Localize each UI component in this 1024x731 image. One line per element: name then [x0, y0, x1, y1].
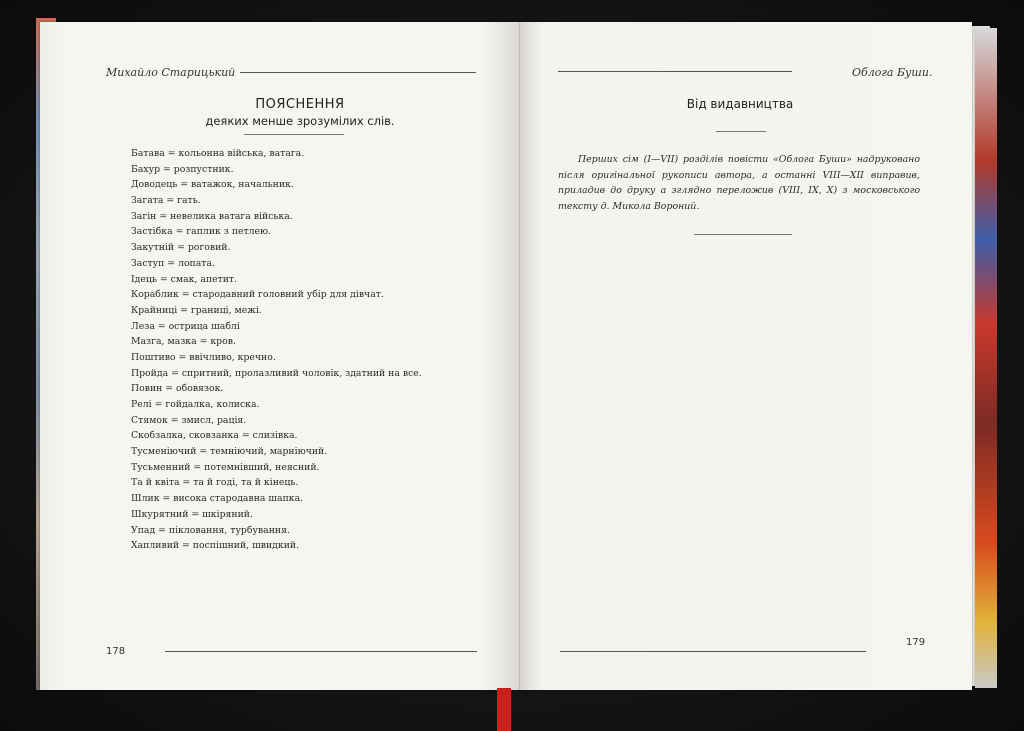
glossary-entry: Скобзалка, сковзанка = слизівка. — [131, 430, 298, 442]
publisher-title-divider — [716, 131, 766, 132]
glossary-entry: Закутній = роговий. — [131, 242, 231, 254]
glossary-entry: Загата = гать. — [131, 195, 201, 207]
glossary-entry: Тусменіючий = темніючий, марніючий. — [131, 446, 328, 458]
glossary-entry: Повин = обовязок. — [131, 383, 224, 395]
right-page-number: 179 — [906, 637, 926, 648]
left-page-number: 178 — [106, 646, 126, 657]
glossary-entry: Ідець = смак, апетит. — [131, 273, 238, 285]
right-header-rule — [558, 71, 792, 72]
glossary-entry: Хапливий = поспішний, швидкий. — [131, 540, 300, 552]
left-running-head: Михайло Старицький — [106, 66, 236, 79]
glossary-title: ПОЯСНЕННЯ — [255, 97, 345, 112]
right-page — [520, 22, 972, 690]
right-running-head: Облога Буши. — [852, 66, 933, 79]
glossary-entry: Доводець = ватажок, начальник. — [131, 179, 294, 191]
glossary-entry: Релі = гойдалка, колиска. — [131, 399, 260, 410]
publisher-note-end-rule — [694, 234, 792, 235]
publisher-note-title: Від видавництва — [686, 97, 794, 111]
glossary-entry: Тусьменний = потемнівший, неясний. — [131, 461, 320, 473]
glossary-entry: Загін = невелика ватага війська. — [131, 210, 293, 222]
left-header-rule — [240, 72, 476, 73]
glossary-entry: Шкурятний = шкіряний. — [131, 508, 253, 520]
ribbon-bookmark — [497, 688, 511, 731]
glossary-entry: Заступ = лопата. — [131, 257, 215, 269]
glossary-entry: Застібка = гаплик з петлею. — [131, 226, 272, 238]
glossary-entry: Леза = острица шаблі — [131, 320, 240, 332]
glossary-entry: Пройда = спритний, пролазливий чоловік, здатний на все. — [131, 367, 422, 379]
glossary-entry: Мазга, мазка = кров. — [131, 336, 236, 348]
glossary-entry: Батава = кольонна війська, ватага. — [131, 148, 305, 159]
glossary-entry: Упад = пікловання, турбування. — [131, 524, 290, 536]
publisher-note-text: Перших сім (I—VII) розділів повісти «Облога Буши» надруковано після оригінальної рукописи автора, а останні VIII—XII виправив, приладив до друку а згляднo переложив (VIII, IX, X) з московського тексту д. Микола Вороний. — [558, 154, 920, 212]
glossary-list — [131, 146, 422, 554]
glossary-entry: Кораблик = стародавний головний убір для дівчат. — [131, 289, 384, 301]
right-footer-rule — [560, 651, 866, 652]
title-divider — [244, 134, 344, 135]
book-cover-right-edge — [975, 28, 997, 688]
glossary-entry: Та й квіта = та й годі, та й кінець. — [131, 477, 299, 489]
glossary-entry: Стямок = змисл, рація. — [131, 414, 247, 426]
left-footer-rule — [165, 651, 477, 652]
glossary-entry: Крайниці = границі, межі. — [131, 304, 262, 316]
glossary-entry: Шлик = висока стародавна шапка. — [131, 493, 304, 505]
glossary-entry: Бахур = розпустник. — [131, 163, 234, 175]
glossary-entry: Поштиво = ввічливо, кречно. — [131, 351, 276, 363]
glossary-subtitle: деяких менше зрозумілих слів. — [205, 114, 395, 128]
